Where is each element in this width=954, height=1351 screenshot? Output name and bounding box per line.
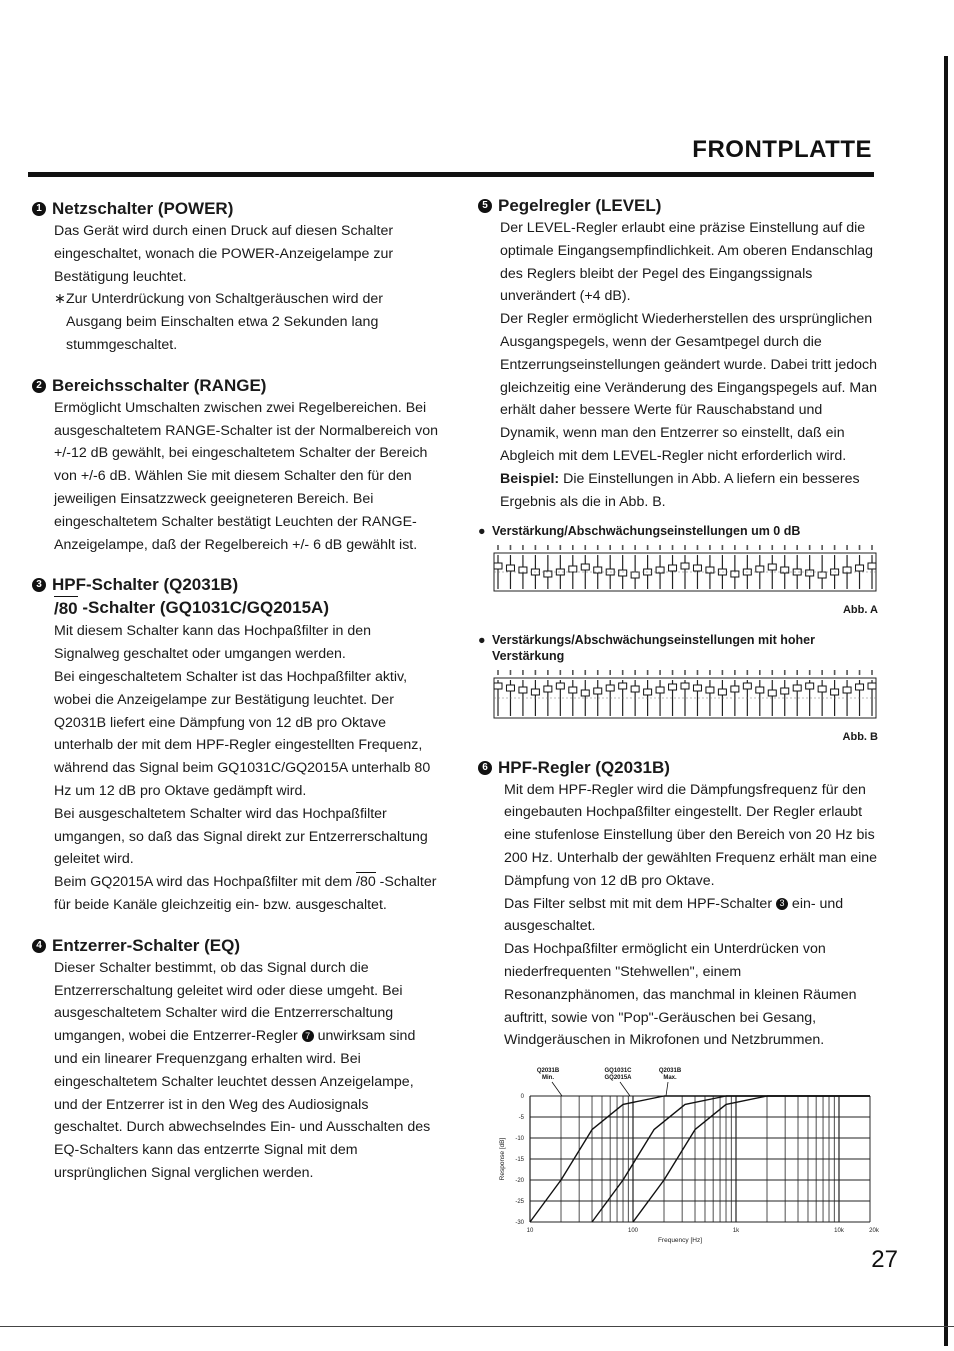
page-title: FRONTPLATTE (692, 136, 872, 163)
fader-knob (818, 686, 826, 692)
band-marker (759, 545, 761, 550)
section-number-icon: 6 (478, 761, 492, 775)
figure-b-caption-text: Verstärkungs/Abschwächungseinstellungen mit hoher Verstärkung (492, 632, 815, 663)
band-marker (522, 670, 524, 675)
fader-knob (594, 688, 602, 694)
band-marker (796, 545, 798, 550)
band-marker (609, 670, 611, 675)
band-marker (597, 545, 599, 550)
section-eq (32, 935, 440, 1185)
figure-b-label: Abb. B (842, 730, 878, 743)
band-marker (522, 545, 524, 550)
y-tick-label: 0 (520, 1094, 524, 1100)
x-tick-label: 100 (627, 1228, 639, 1234)
band-marker (734, 670, 736, 675)
section-level (478, 195, 878, 749)
header-rule (28, 172, 874, 177)
band-marker (497, 670, 499, 675)
section-hpf-knob (478, 757, 878, 1053)
paragraph: Der LEVEL-Regler erlaubt eine präzise Einstellung auf die optimale Eingangsempfindlichkeit. Am oberen Endanschlag des Reglers bleibt der Pegel des Eingangssignals unverändert (+4 dB). (500, 220, 874, 305)
fader-knob (506, 565, 514, 571)
paragraph: Der Regler ermöglicht Wiederherstellen des ursprünglichen Ausgangspegels, wenn der Gesamtpegel durch die Entzerrungseinstellungen geändert wurde. Dabei tritt jedoch gleichzeitig eine Veränderung des Eingangspegels auf. Man erhält daher bessere Werte für Rauschabstand und Dynamik, wenn man den Entzerrer so einstellt, daß ein Abgleich mit dem LEVEL-Regler nicht erforderlich wird. (500, 311, 878, 464)
annotation-pointer (552, 1082, 562, 1096)
section-hpf-switch (32, 574, 440, 916)
figure-b-caption (478, 632, 878, 664)
y-tick-label: -30 (515, 1220, 524, 1226)
y-tick-label: -10 (515, 1136, 524, 1142)
band-marker (846, 545, 848, 550)
fader-knob (693, 565, 701, 571)
y-tick-label: -25 (515, 1199, 524, 1205)
band-marker (784, 545, 786, 550)
eq-fader-image-a (492, 543, 878, 593)
bullet-icon: ● (478, 524, 486, 539)
y-tick-label: -20 (515, 1178, 524, 1184)
figure-a-caption (478, 523, 878, 539)
section-number-icon: 2 (32, 379, 46, 393)
band-marker (809, 545, 811, 550)
band-marker (634, 545, 636, 550)
band-marker (622, 545, 624, 550)
fader-knob (669, 684, 677, 690)
fader-knob (731, 686, 739, 692)
band-marker (747, 670, 749, 675)
fader-knob (581, 690, 589, 696)
section-heading (32, 198, 440, 220)
band-marker (672, 670, 674, 675)
paragraph-text: -Schalter für beide Kanäle gleichzeitig ein- bzw. ausgeschaltet. (54, 874, 437, 913)
fader-knob (806, 683, 814, 689)
fader-knob (756, 687, 764, 693)
curve-annotation: Q2031B (658, 1068, 682, 1074)
fader-knob (868, 683, 876, 689)
section-power (32, 198, 440, 357)
band-marker (584, 545, 586, 550)
band-marker (834, 670, 836, 675)
band-marker (709, 545, 711, 550)
band-marker (697, 545, 699, 550)
fader-knob (768, 564, 776, 570)
example-text: Die Einstellungen in Abb. A liefern ein besseres Ergebnis als die in Abb. B. (500, 470, 860, 510)
x-axis-label: Frequency [Hz] (657, 1237, 703, 1244)
fader-knob (806, 570, 814, 576)
band-marker (871, 545, 873, 550)
fader-knob (743, 683, 751, 689)
example-label: Beispiel: (500, 470, 560, 487)
section-heading (478, 195, 878, 217)
band-marker (709, 670, 711, 675)
fader-knob (494, 563, 502, 569)
band-marker (846, 670, 848, 675)
band-marker (697, 670, 699, 675)
right-column (478, 195, 878, 1070)
figure-a-caption-text: Verstärkung/Abschwächungseinstellungen um 0 dB (492, 524, 801, 539)
fader-knob (569, 566, 577, 572)
band-marker (771, 670, 773, 675)
curve-annotation: Min. (542, 1075, 554, 1081)
fader-knob (619, 683, 627, 689)
fader-knob (681, 683, 689, 689)
band-marker (535, 545, 537, 550)
fader-knob (793, 685, 801, 691)
hpf-response-chart (490, 1060, 890, 1250)
band-marker (560, 670, 562, 675)
y-tick-label: -5 (518, 1115, 524, 1121)
page-number: 27 (871, 1246, 898, 1273)
band-marker (796, 670, 798, 675)
eq-fader-strip-b (492, 668, 878, 728)
section-title: Entzerrer-Schalter (EQ) (52, 935, 240, 955)
eq-fader-strip-a (492, 543, 878, 601)
fader-knob (569, 687, 577, 693)
x-tick-label: 10 (526, 1228, 534, 1234)
band-marker (871, 670, 873, 675)
band-marker (647, 545, 649, 550)
paragraph: Mit diesem Schalter kann das Hochpaßfilter in den Signalweg geschaltet oder umgangen werden. (54, 623, 372, 663)
band-marker (684, 545, 686, 550)
fader-knob (856, 565, 864, 571)
curve-annotation: GQ1031C (604, 1068, 632, 1074)
band-marker (759, 670, 761, 675)
curve-annotation: Max. (663, 1075, 677, 1081)
paragraph (54, 957, 440, 1185)
curve-annotation: GQ2015A (604, 1075, 632, 1081)
band-marker (771, 545, 773, 550)
paragraph (54, 871, 440, 917)
paragraph: Das Hochpaßfilter ermöglicht ein Unterdrücken von niederfrequenten "Stehwellen", einem Resonanzphänomen, das manchmal in kleinen Räumen auftritt, sowie von "Pop"-Geräuschen bei Gesang, Windgeräuschen in Mikrofonen und Netzbrummen. (504, 941, 857, 1049)
band-marker (647, 670, 649, 675)
band-marker (535, 670, 537, 675)
paragraph: Bei eingeschaltetem Schalter ist das Hochpaßfilter aktiv, wobei die Anzeigelampe zur Bestätigung leuchtet. Der Q2031B liefert eine Dämpfung von 12 dB pro Oktave unterhalb der mit dem HPF-Regler eingestellten Frequenz, während das Signal beim GQ1031C/GQ2015A unterhalb 80 Hz um 12 dB pro Oktave gedämpft wird. (54, 668, 431, 799)
band-marker (572, 670, 574, 675)
band-marker (659, 545, 661, 550)
section-heading (32, 375, 440, 397)
fader-knob (706, 687, 714, 693)
annotation-pointer (620, 1082, 630, 1096)
band-marker (859, 545, 861, 550)
section-title: HPF-Schalter (Q2031B) (52, 575, 239, 595)
hpf-80-symbol: /80 (54, 596, 78, 620)
section-number-icon: 4 (32, 939, 46, 953)
band-marker (634, 670, 636, 675)
x-tick-label: 20k (869, 1228, 879, 1234)
band-marker (747, 545, 749, 550)
reference-number-icon: 7 (302, 1030, 314, 1042)
band-marker (834, 545, 836, 550)
fader-knob (606, 685, 614, 691)
fader-knob (856, 684, 864, 690)
section-heading (32, 935, 440, 957)
annotation-pointer (666, 1082, 668, 1096)
fader-knob (781, 688, 789, 694)
section-subtitle: -Schalter (GQ1031C/GQ2015A) (82, 598, 329, 618)
paragraph: Ermöglicht Umschalten zwischen zwei Regelbereichen. Bei ausgeschaltetem RANGE-Schalter ist der Normalbereich von +/-12 dB gewählt, bei eingeschaltetem Schalter der Bereich von +/-6 dB. Wählen Sie mit diesem Schalter den für den jeweiligen Einsatzzweck geeigneteren Bereich. Bei eingeschaltetem Schalter bestätigt Leuchten der RANGE-Anzeigelampe, daß der Regelbereich +/- 6 dB gewählt ist. (54, 399, 439, 553)
band-marker (722, 670, 724, 675)
band-marker (784, 670, 786, 675)
figure-a-label: Abb. A (842, 604, 878, 617)
section-number-icon: 5 (478, 199, 492, 213)
band-marker (859, 670, 861, 675)
fader-knob (718, 689, 726, 695)
reference-number-icon: 3 (776, 898, 788, 910)
fader-knob (843, 687, 851, 693)
band-marker (672, 545, 674, 550)
fader-knob (531, 689, 539, 695)
band-marker (497, 545, 499, 550)
fader-knob (519, 687, 527, 693)
band-marker (809, 670, 811, 675)
band-marker (510, 670, 512, 675)
paragraph-text: Dieser Schalter bestimmt, ob das Signal durch die Entzerrerschaltung geleitet wird oder diese umgeht. Bei ausgeschaltetem Schalter wird die Entzerrerschaltung umgangen, wobei die Entzerrer-Regler (54, 959, 403, 1045)
note-marker: ∗ (54, 291, 66, 308)
band-marker (597, 670, 599, 675)
section-number-icon: 1 (32, 202, 46, 216)
section-subheading (32, 596, 440, 620)
fader-knob (494, 683, 502, 689)
fader-knob (556, 683, 564, 689)
section-number-icon: 3 (32, 578, 46, 592)
fader-knob (506, 685, 514, 691)
paragraph-text: unwirksam sind und ein linearer Frequenzgang erhalten wird. Bei eingeschaltetem Schalter leuchtet dessen Anzeigelampe, und der Entzerrer ist in den Weg des Audiosignals geschaltet. Durch abwechselndes Ein- und Ausschalten des EQ-Schalters kann das entzerrte Signal mit dem ursprünglichen Signal verglichen werden. (54, 1028, 431, 1181)
paragraph (500, 468, 878, 514)
paragraph: Das Gerät wird durch einen Druck auf diesen Schalter eingeschaltet, wonach die POWER-Anzeigelampe zur Bestätigung leuchtet. (54, 223, 394, 285)
fader-knob (768, 690, 776, 696)
paragraph: Bei ausgeschaltetem Schalter wird das Hochpaßfilter umgangen, so daß das Signal direkt zur Entzerrerschaltung geleitet wird. (54, 805, 428, 868)
fader-knob (631, 572, 639, 578)
band-marker (821, 670, 823, 675)
section-heading (32, 574, 440, 596)
band-marker (547, 670, 549, 675)
fader-knob (656, 687, 664, 693)
fader-knob (669, 565, 677, 571)
section-title: Pegelregler (LEVEL) (498, 196, 662, 215)
fader-knob (619, 570, 627, 576)
fader-knob (693, 685, 701, 691)
fader-knob (544, 686, 552, 692)
fader-knob (831, 689, 839, 695)
section-title: Netzschalter (POWER) (52, 199, 234, 218)
fader-knob (756, 566, 764, 572)
y-axis-label: Response [dB] (499, 1137, 506, 1181)
fader-knob (681, 563, 689, 569)
page-edge-bar (944, 56, 948, 1346)
bottom-rule (0, 1326, 954, 1327)
fader-knob (868, 563, 876, 569)
band-marker (722, 545, 724, 550)
section-title: Bereichsschalter (RANGE) (52, 375, 267, 395)
band-marker (609, 545, 611, 550)
x-tick-label: 1k (732, 1228, 740, 1234)
band-marker (734, 545, 736, 550)
section-heading (478, 757, 878, 779)
band-marker (547, 545, 549, 550)
section-range (32, 375, 440, 557)
left-column (32, 198, 440, 1203)
paragraph-text: Das Filter selbst mit mit dem HPF-Schalter (504, 895, 776, 912)
y-tick-label: -15 (515, 1157, 524, 1163)
x-tick-label: 10k (834, 1228, 844, 1234)
note-text: Zur Unterdrückung von Schaltgeräuschen wird der Ausgang beim Einschalten etwa 2 Sekunden lang stummgeschaltet. (66, 291, 384, 353)
paragraph (504, 893, 878, 939)
band-marker (684, 670, 686, 675)
fader-knob (644, 689, 652, 695)
eq-fader-image-b (492, 668, 878, 720)
band-marker (572, 545, 574, 550)
band-marker (584, 670, 586, 675)
hpf-80-symbol: /80 (356, 874, 376, 891)
fader-knob (818, 572, 826, 578)
band-marker (659, 670, 661, 675)
band-marker (821, 545, 823, 550)
fader-knob (581, 564, 589, 570)
band-marker (510, 545, 512, 550)
paragraph-text: Beim GQ2015A wird das Hochpaßfilter mit dem (54, 874, 356, 891)
band-marker (560, 545, 562, 550)
fader-knob (631, 686, 639, 692)
note (54, 288, 440, 356)
section-title: HPF-Regler (Q2031B) (498, 757, 670, 777)
bullet-icon: ● (478, 632, 486, 647)
paragraph: Mit dem HPF-Regler wird die Dämpfungsfrequenz für den eingebauten Hochpaßfilter eingestellt. Der Regler erlaubt eine stufenlose Einstellung über den Bereich von 20 Hz bis 200 Hz. Unterhalb der gewählten Frequenz erhält man eine Dämpfung von 12 dB pro Oktave. (504, 781, 878, 889)
curve-annotation: Q2031B (536, 1068, 560, 1074)
paragraph-text: ein- und ausgeschaltet. (504, 895, 844, 935)
band-marker (622, 670, 624, 675)
